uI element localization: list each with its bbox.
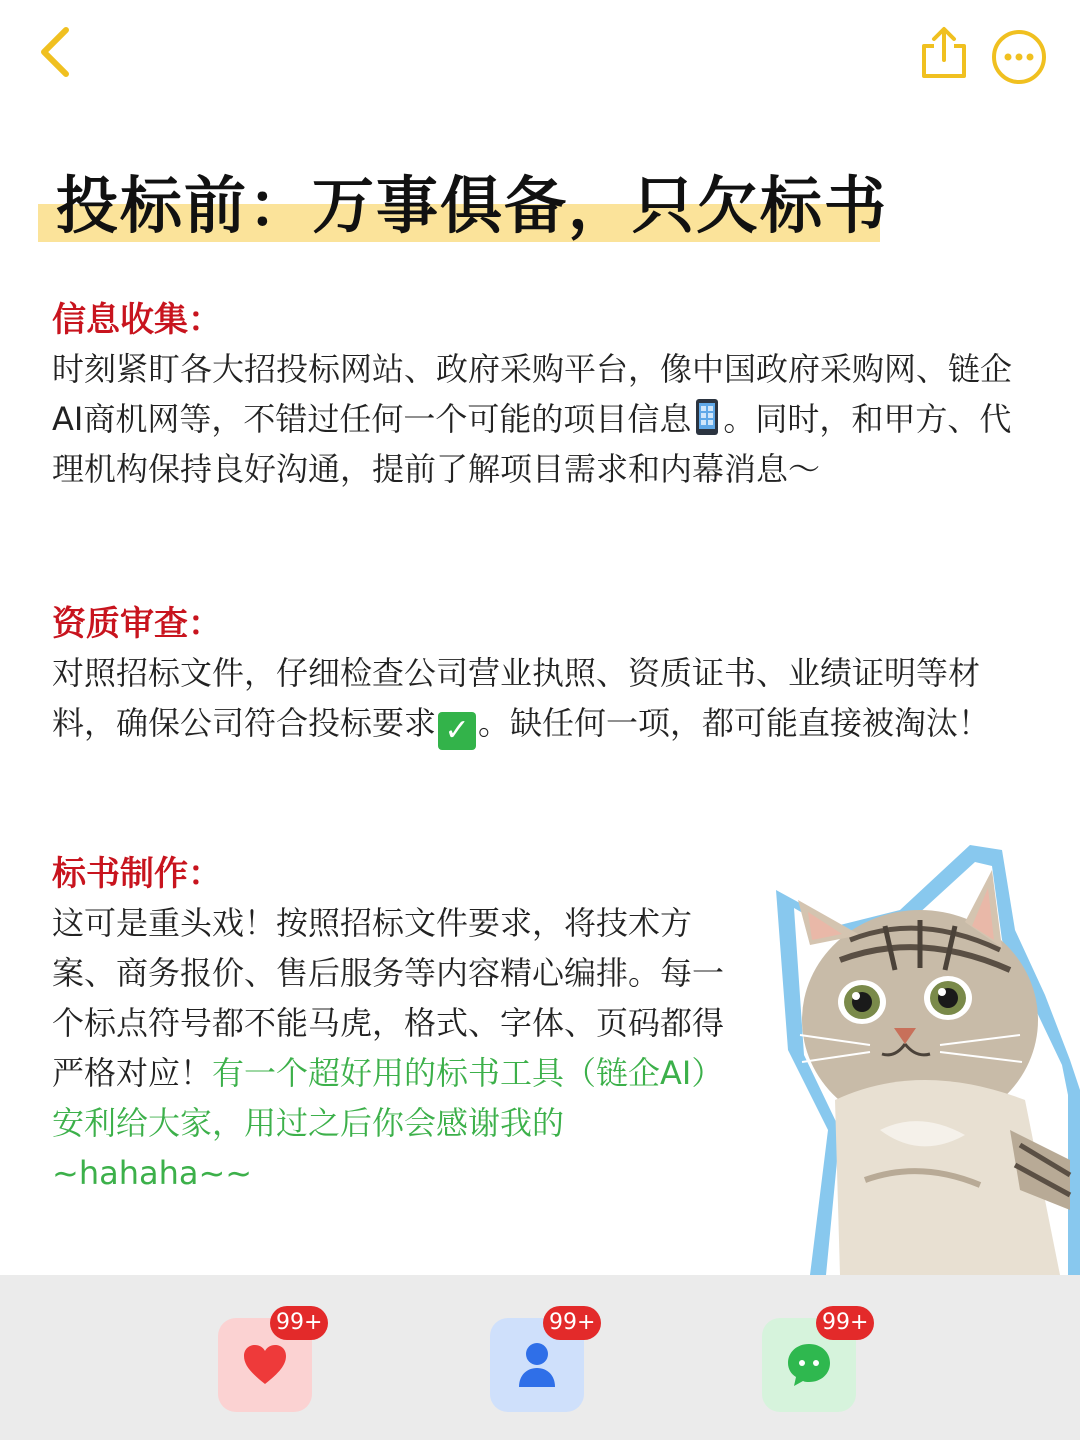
section-body-text: 对照招标文件，仔细检查公司营业执照、资质证书、业绩证明等材料，确保公司符合投标要求 xyxy=(52,654,981,742)
section-qualification-review xyxy=(52,600,1027,750)
chat-icon xyxy=(785,1341,833,1389)
section-heading: 信息收集： xyxy=(52,300,222,340)
share-icon[interactable] xyxy=(918,24,970,80)
comment-count-badge: 99+ xyxy=(816,1306,874,1340)
section-body xyxy=(52,344,1027,494)
section-body-text: 这可是重头戏！按照招标文件要求，将技术方案、商务报价、售后服务等内容精心编排。每一个标点符号都不能马虎，格式、字体、页码都得严格对应！ xyxy=(52,904,725,1092)
section-heading: 标书制作： xyxy=(52,854,222,894)
chevron-left-icon[interactable] xyxy=(30,22,90,82)
section-body-text: 。缺任何一项，都可能直接被淘汰！ xyxy=(478,704,991,742)
mobile-phone-icon xyxy=(695,398,719,436)
post-title xyxy=(38,168,889,244)
like-count-badge: 99+ xyxy=(270,1306,328,1340)
section-body xyxy=(52,648,1027,750)
section-body-text: 。同时，和甲方、代理机构保持良好沟通，提前了解项目需求和内幕消息～ xyxy=(52,400,1012,488)
top-nav-bar xyxy=(0,0,1080,110)
section-heading: 资质审查： xyxy=(52,604,222,644)
user-icon xyxy=(513,1341,561,1389)
section-body-highlight: 有一个超好用的标书工具（链企AI）安利给大家，用过之后你会感谢我的~hahaha~~ xyxy=(52,1054,724,1192)
post-title-text: 投标前：万事俱备，只欠标书 xyxy=(56,169,889,242)
more-icon[interactable] xyxy=(990,28,1048,86)
section-bid-writing xyxy=(52,850,732,1198)
heart-icon xyxy=(241,1341,289,1389)
check-mark-icon: ✓ xyxy=(438,712,476,750)
section-info-collection xyxy=(52,296,1027,494)
section-body-text: 时刻紧盯各大招投标网站、政府采购平台，像中国政府采购网、链企AI商机网等，不错过任何一个可能的项目信息 xyxy=(52,350,1013,438)
follow-count-badge: 99+ xyxy=(543,1306,601,1340)
cat-sticker-image xyxy=(770,830,1080,1275)
section-body xyxy=(52,898,732,1198)
